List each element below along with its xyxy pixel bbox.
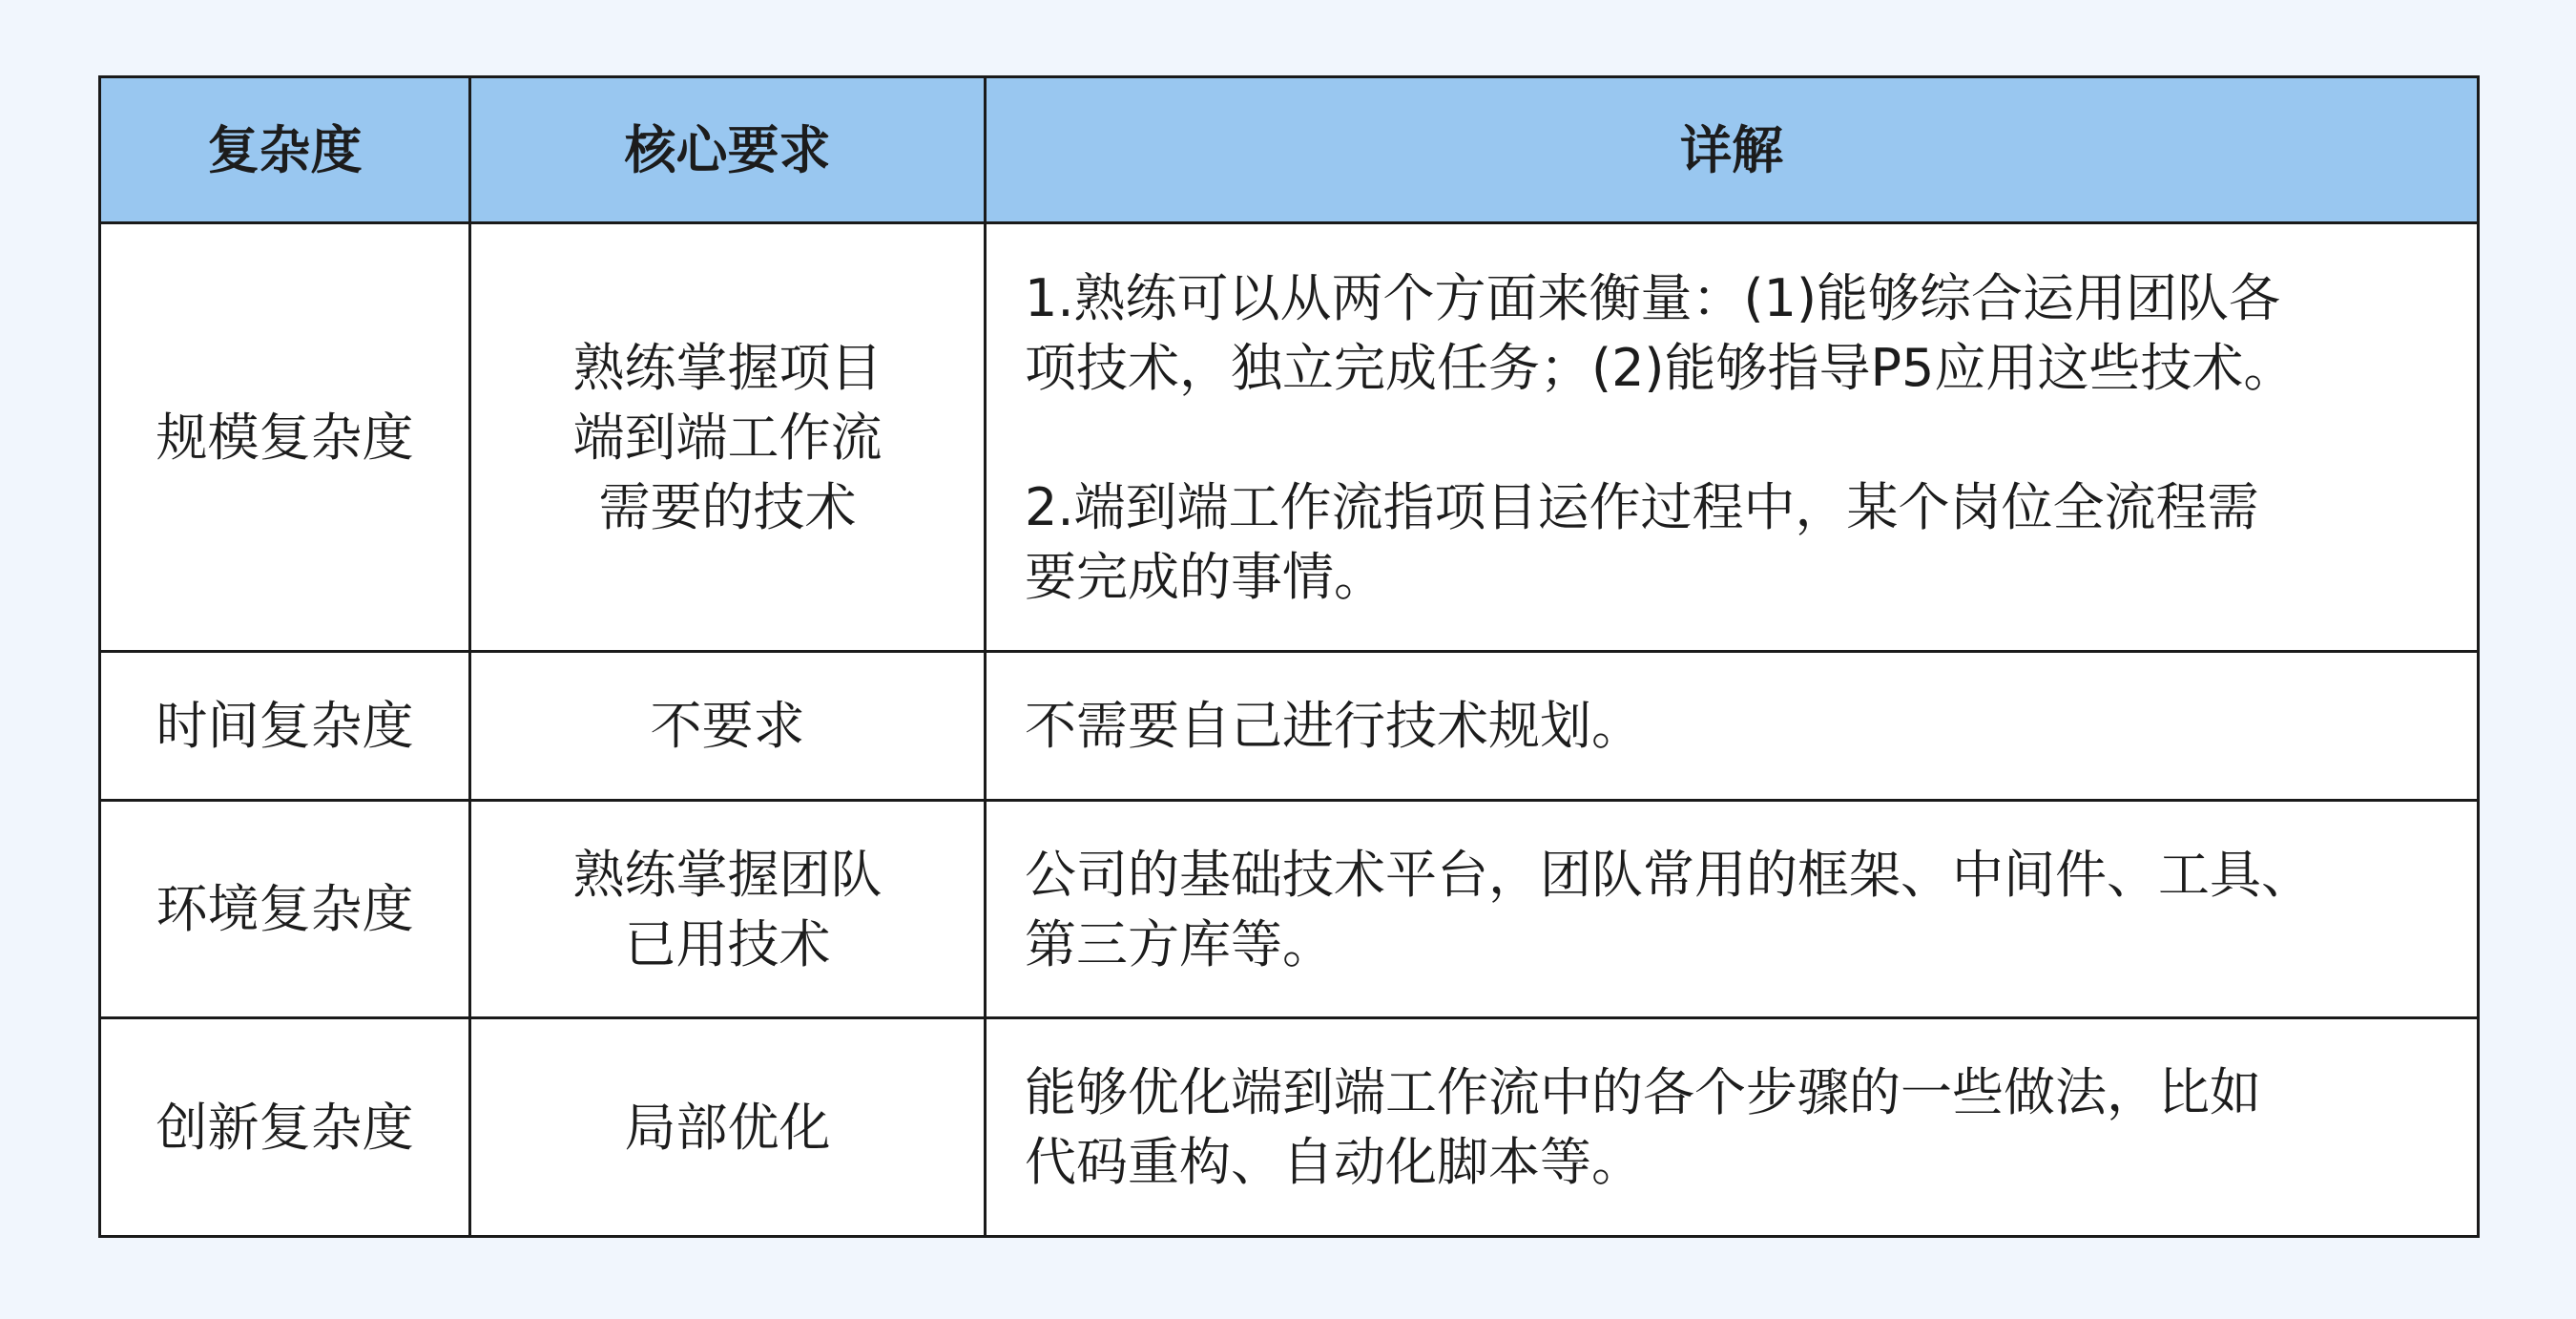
- detail-line: 2.端到端工作流指项目运作过程中，某个岗位全流程需: [1025, 476, 2259, 537]
- detail-line: 第三方库等。: [1025, 913, 1334, 974]
- paragraph-gap: [1025, 403, 2465, 472]
- detail-cell: [986, 652, 2479, 800]
- requirement-line: 局部优化: [624, 1097, 831, 1158]
- detail-line: 1.熟练可以从两个方面来衡量：(1)能够综合运用团队各: [1025, 267, 2281, 328]
- complexity-table: [98, 75, 2480, 1238]
- complexity-name: 创新复杂度: [100, 1018, 470, 1237]
- detail-cell: [986, 800, 2479, 1018]
- detail-line: 要完成的事情。: [1025, 546, 1385, 607]
- complexity-name: 规模复杂度: [100, 223, 470, 652]
- detail-line: 公司的基础技术平台，团队常用的框架、中间件、工具、: [1025, 844, 2313, 905]
- complexity-table-container: [98, 75, 2480, 1238]
- detail-cell: [986, 1018, 2479, 1237]
- detail-line: 项技术，独立完成任务；(2)能够指导P5应用这些技术。: [1025, 337, 2296, 398]
- requirement-line: 不要求: [650, 695, 805, 756]
- requirement-line: 已用技术: [624, 913, 831, 974]
- header-details: 详解: [986, 77, 2479, 223]
- requirement-line: 熟练掌握项目: [572, 337, 883, 398]
- table-row: [100, 652, 2479, 800]
- requirement-line: 需要的技术: [598, 476, 857, 537]
- detail-line: 不需要自己进行技术规划。: [1025, 695, 1643, 756]
- complexity-name: 环境复杂度: [100, 800, 470, 1018]
- requirement-line: 熟练掌握团队: [572, 844, 883, 905]
- table-row: [100, 223, 2479, 652]
- header-core-requirement: 核心要求: [470, 77, 986, 223]
- table-row: [100, 800, 2479, 1018]
- core-requirement: [470, 800, 986, 1018]
- detail-line: 代码重构、自动化脚本等。: [1025, 1132, 1643, 1193]
- header-complexity: 复杂度: [100, 77, 470, 223]
- detail-line: 能够优化端到端工作流中的各个步骤的一些做法，比如: [1025, 1062, 2261, 1123]
- core-requirement: [470, 223, 986, 652]
- requirement-line: 端到端工作流: [572, 407, 883, 468]
- core-requirement: [470, 652, 986, 800]
- table-row: [100, 1018, 2479, 1237]
- core-requirement: [470, 1018, 986, 1237]
- detail-cell: [986, 223, 2479, 652]
- complexity-name: 时间复杂度: [100, 652, 470, 800]
- table-header-row: [100, 77, 2479, 223]
